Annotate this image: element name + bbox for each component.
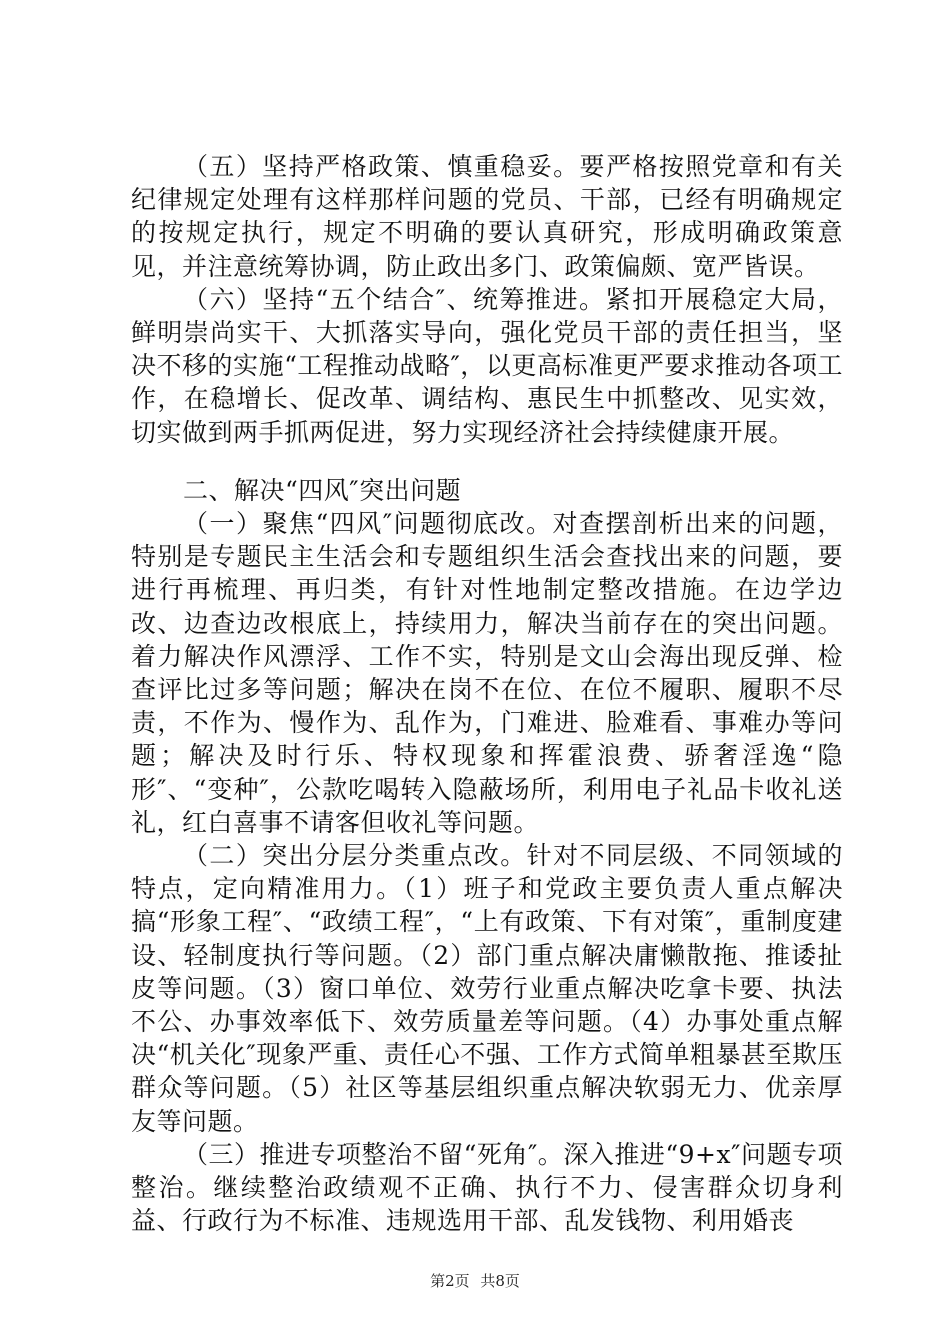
paragraph-2-1: （一）聚焦“四风″问题彻底改。对查摆剖析出来的问题，特别是专题民主生活会和专题组织生活会查找出来的问题，要进行再梳理、再归类，有针对性地制定整改措施。在边学边改、边查边改根底上，持续用力，解决当前存在的突出问题。着力解决作风漂浮、工作不实，特别是文山会海出现反弹、检查评比过多等问题；解决在岗不在位、在位不履职、履职不尽责，不作为、慢作为、乱作为，门难进、脸难看、事难办等问题；解决及时行乐、特权现象和挥霍浪费、骄奢淫逸“隐形″、“变种″，公款吃喝转入隐蔽场所，利用电子礼品卡收礼送礼，红白喜事不请客但收礼等问题。	[131, 509, 843, 837]
page-total: 共8页	[480, 1272, 520, 1290]
document-body	[131, 150, 843, 1238]
page-footer	[0, 1271, 950, 1291]
paragraph-gap	[131, 449, 843, 474]
paragraph-5: （五）坚持严格政策、慎重稳妥。要严格按照党章和有关纪律规定处理有这样那样问题的党员、干部，已经有明确规定的按规定执行，规定不明确的要认真研究，形成明确政策意见，并注意统筹协调，防止政出多门、政策偏颇、宽严皆误。	[131, 152, 843, 281]
section-heading: 二、解决“四风″突出问题	[183, 475, 462, 505]
paragraph-6: （六）坚持“五个结合″、统筹推进。紧扣开展稳定大局，鲜明崇尚实干、大抓落实导向，强化党员干部的责任担当，坚决不移的实施“工程推动战略″，以更高标准更严要求推动各项工作，在稳增长、促改革、调结构、惠民生中抓整改、见实效，切实做到两手抓两促进，努力实现经济社会持续健康开展。	[131, 284, 843, 447]
paragraph-2-2: （二）突出分层分类重点改。针对不同层级、不同领域的特点，定向精准用力。（1）班子和党政主要负责人重点解决搞“形象工程″、“政绩工程″，“上有政策、下有对策″，重制度建设、轻制度执行等问题。（2）部门重点解决庸懒散拖、推诿扯皮等问题。（3）窗口单位、效劳行业重点解决吃拿卡要、执法不公、办事效率低下、效劳质量差等问题。（4）办事处重点解决“机关化″现象严重、责任心不强、工作方式简单粗暴甚至欺压群众等问题。（5）社区等基层组织重点解决软弱无力、优亲厚友等问题。	[131, 841, 843, 1136]
paragraph-2-3: （三）推进专项整治不留“死角″。深入推进“9+x″问题专项整治。继续整治政绩观不正确、执行不力、侵害群众切身利益、行政行为不标准、违规选用干部、乱发钱物、利用婚丧	[131, 1139, 843, 1236]
page-number: 第2页	[430, 1272, 470, 1290]
